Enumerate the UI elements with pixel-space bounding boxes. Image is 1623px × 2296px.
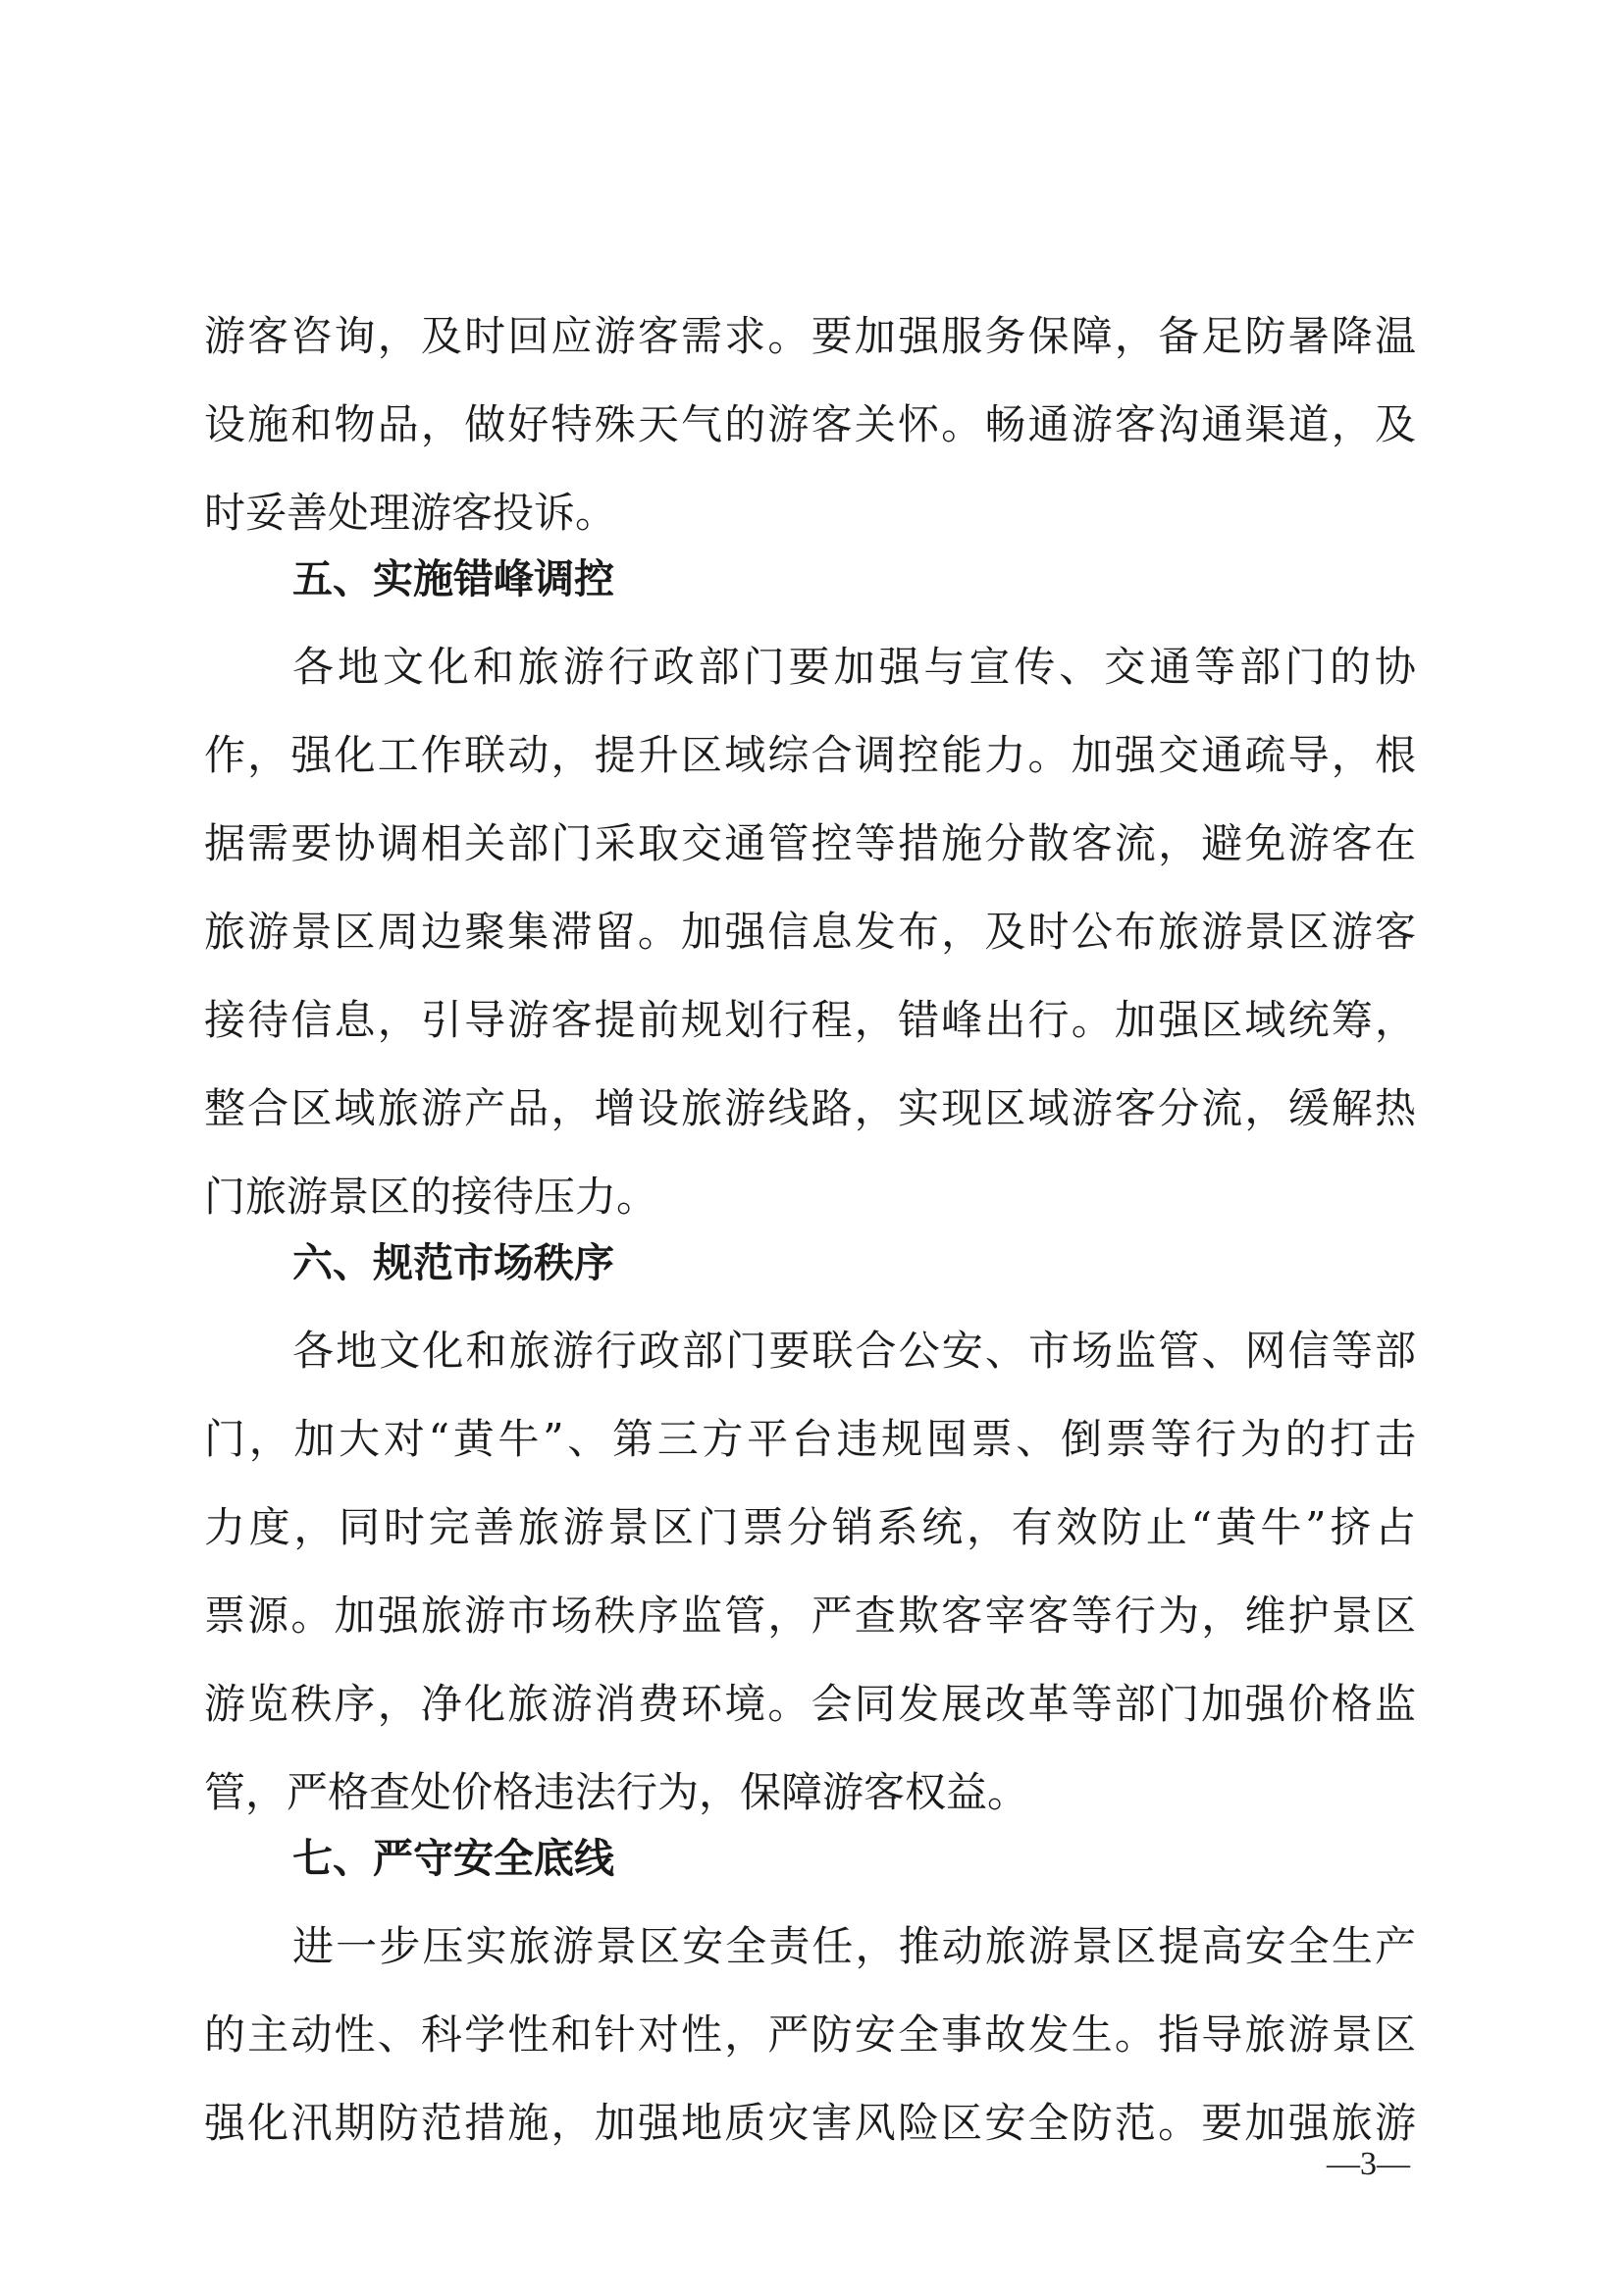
paragraph-line: 管，严格查处价格违法行为，保障游客权益。 [204, 1768, 1029, 1816]
paragraph-line: 的主动性、科学性和针对性，严防安全事故发生。指导旅游景区 [204, 2010, 1416, 2059]
paragraph-line: 游览秩序，净化旅游消费环境。会同发展改革等部门加强价格监 [204, 1680, 1416, 1728]
paragraph-line: 门旅游景区的接待压力。 [204, 1173, 658, 1221]
paragraph-line: 游客咨询，及时回应游客需求。要加强服务保障，备足防暑降温 [204, 312, 1416, 360]
paragraph-line: 接待信息，引导游客提前规划行程，错峰出行。加强区域统筹， [204, 996, 1416, 1044]
paragraph-line: 各地文化和旅游行政部门要加强与宣传、交通等部门的协 [292, 643, 1416, 691]
paragraph-line: 设施和物品，做好特殊天气的游客关怀。畅通游客沟通渠道，及 [204, 400, 1416, 448]
paragraph-line: 作，强化工作联动，提升区域综合调控能力。加强交通疏导，根 [204, 731, 1416, 779]
page-number: —3— [1327, 2146, 1410, 2182]
paragraph-line: 力度，同时完善旅游景区门票分销系统，有效防止“黄牛”挤占 [204, 1503, 1416, 1551]
paragraph-line: 整合区域旅游产品，增设旅游线路，实现区域游客分流，缓解热 [204, 1084, 1416, 1132]
paragraph-line: 票源。加强旅游市场秩序监管，严查欺客宰客等行为，维护景区 [204, 1592, 1416, 1640]
section-heading: 六、规范市场秩序 [292, 1239, 614, 1286]
paragraph-line: 旅游景区周边聚集滞留。加强信息发布，及时公布旅游景区游客 [204, 908, 1416, 956]
paragraph-line: 各地文化和旅游行政部门要联合公安、市场监管、网信等部 [292, 1327, 1416, 1375]
section-heading: 五、实施错峰调控 [292, 555, 614, 602]
paragraph-line: 时妥善处理游客投诉。 [204, 489, 617, 537]
section-heading: 七、严守安全底线 [292, 1835, 614, 1882]
paragraph-line: 门，加大对“黄牛”、第三方平台违规囤票、倒票等行为的打击 [204, 1415, 1416, 1463]
paragraph-line: 强化汛期防范措施，加强地质灾害风险区安全防范。要加强旅游 [204, 2099, 1416, 2147]
paragraph-line: 进一步压实旅游景区安全责任，推动旅游景区提高安全生产 [292, 1922, 1416, 1970]
paragraph-line: 据需要协调相关部门采取交通管控等措施分散客流，避免游客在 [204, 819, 1416, 867]
